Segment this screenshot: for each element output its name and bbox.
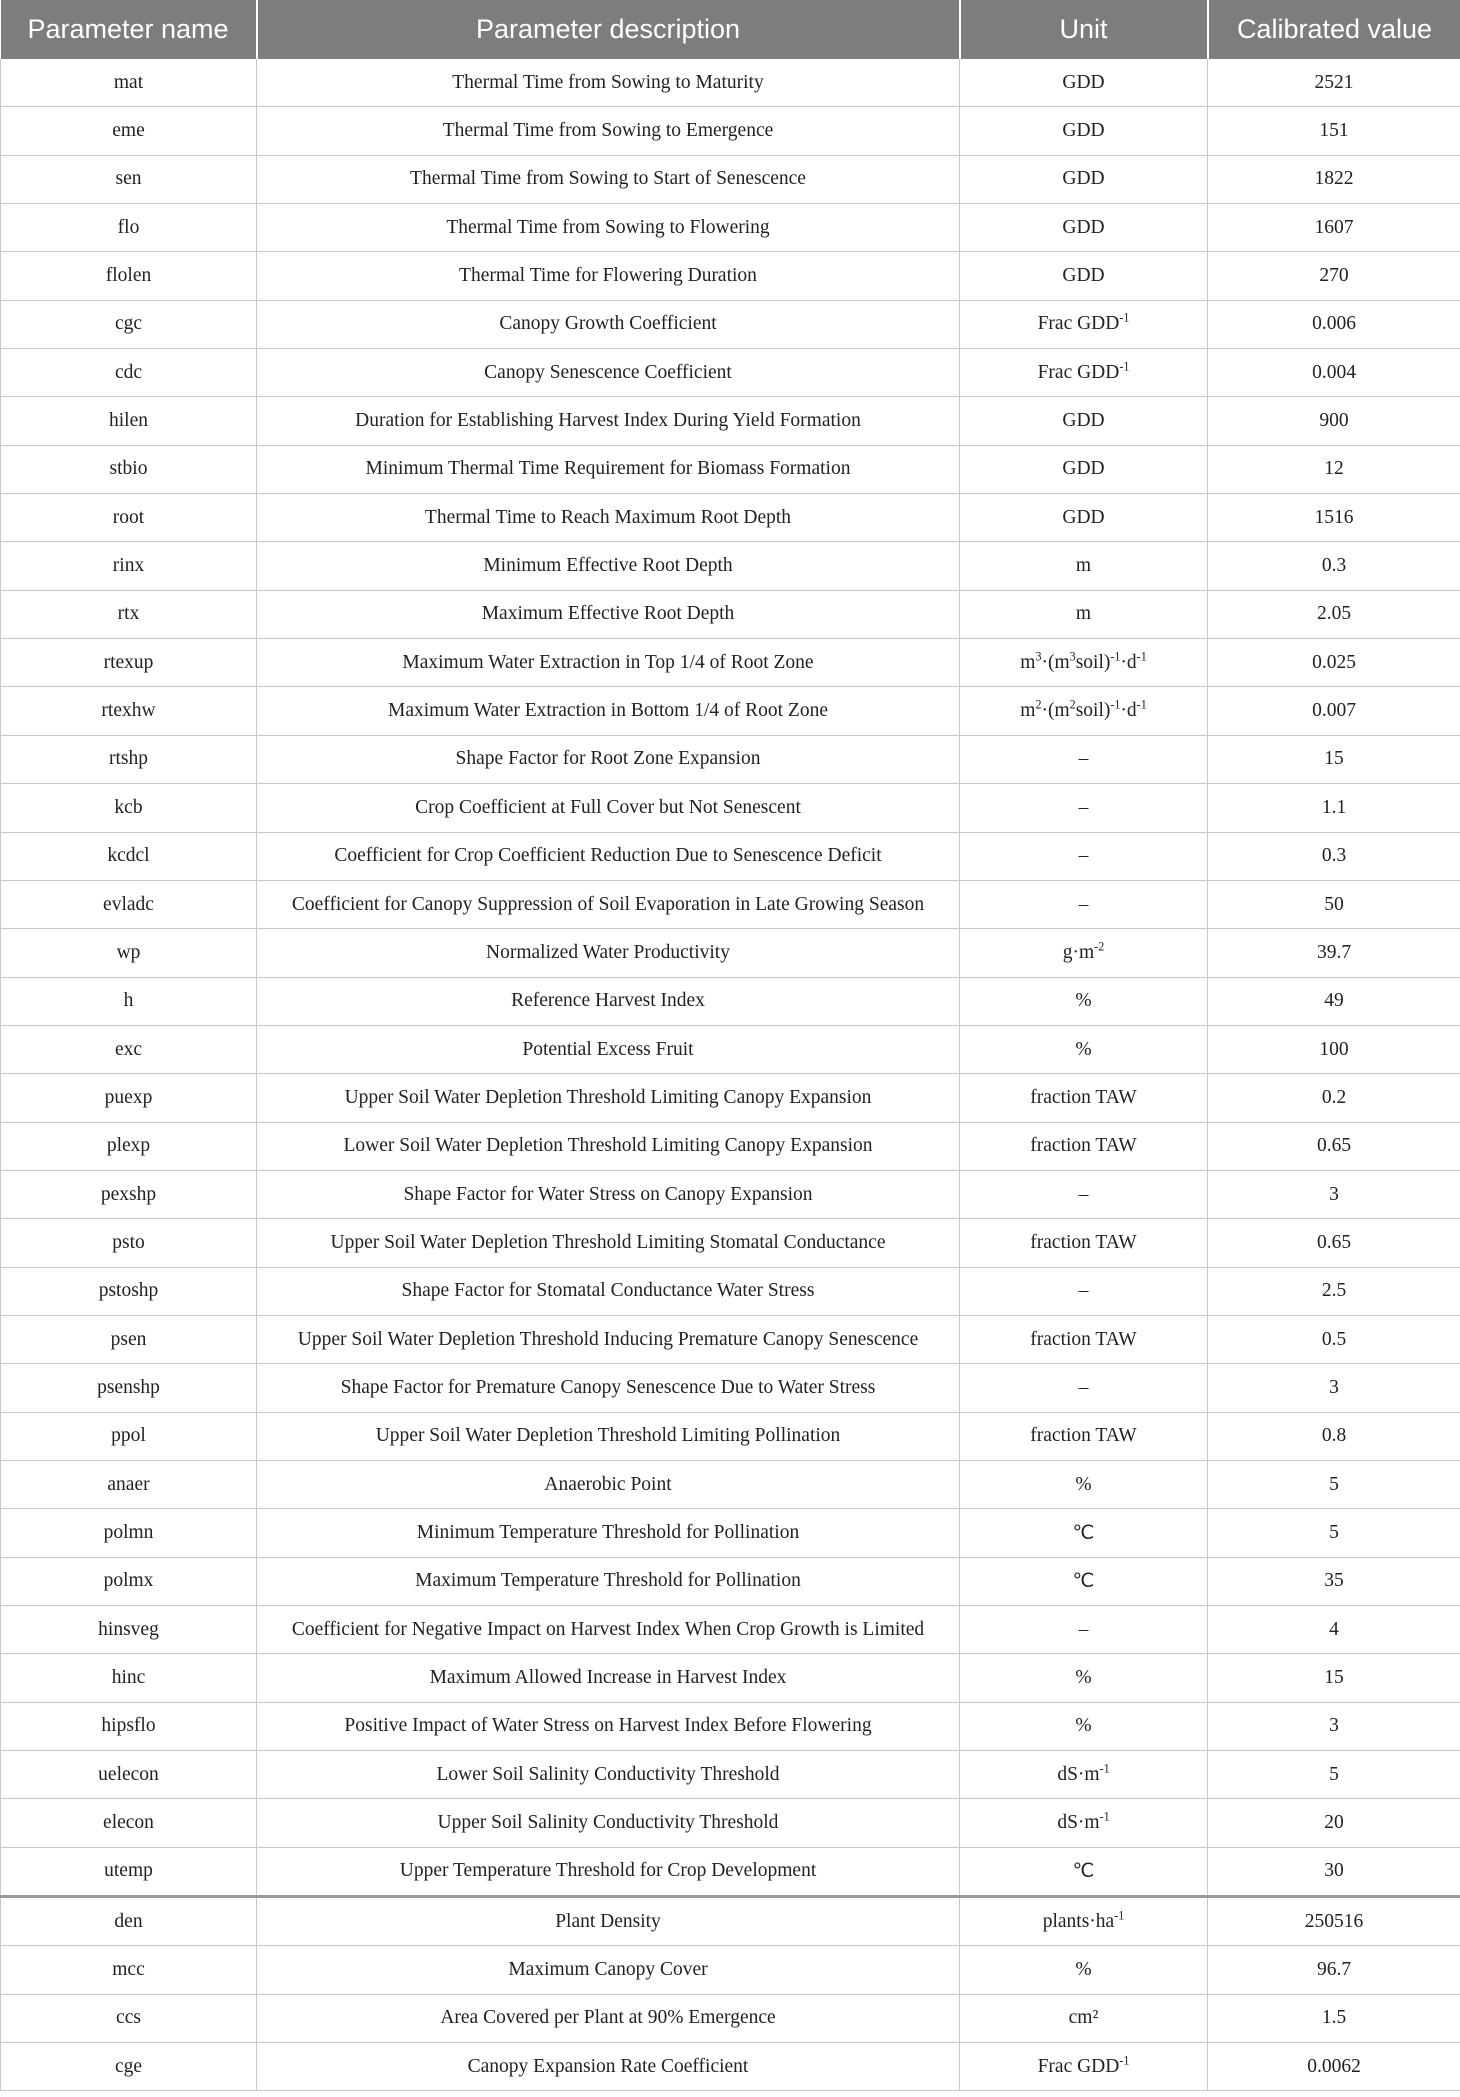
header-parameter-name: Parameter name (1, 0, 257, 59)
table-row (1, 397, 1460, 445)
parameter-description-cell: Anaerobic Point (257, 1460, 960, 1508)
calibrated-value-cell: 1516 (1208, 494, 1460, 542)
parameter-name-cell: anaer (1, 1460, 257, 1508)
parameter-name-cell: polmn (1, 1509, 257, 1557)
parameter-name-cell: hinc (1, 1654, 257, 1702)
unit-cell (960, 784, 1208, 832)
parameter-name-cell: hilen (1, 397, 257, 445)
parameter-name-cell: psto (1, 1219, 257, 1267)
unit-base: m (1075, 603, 1092, 625)
unit-cell (960, 107, 1208, 155)
parameter-name-cell: uelecon (1, 1751, 257, 1799)
unit-base: GDD (1062, 410, 1105, 432)
parameter-name-cell: puexp (1, 1074, 257, 1122)
unit-base: m (1020, 700, 1036, 722)
unit-base: plants·ha (1042, 1910, 1115, 1932)
parameter-description-cell: Potential Excess Fruit (257, 1025, 960, 1073)
parameter-name-cell: kcb (1, 784, 257, 832)
unit-base: ℃ (1072, 1571, 1095, 1593)
calibrated-value-cell: 3 (1208, 1702, 1460, 1750)
table-row (1, 542, 1460, 590)
unit-cell (960, 1847, 1208, 1896)
unit-base: – (1078, 1183, 1089, 1205)
parameter-description-cell: Shape Factor for Root Zone Expansion (257, 735, 960, 783)
table-row (1, 1994, 1460, 2042)
header-calibrated-value: Calibrated value (1208, 0, 1460, 59)
unit-base: – (1078, 796, 1089, 818)
unit-cell (960, 1364, 1208, 1412)
calibrated-value-cell: 2521 (1208, 59, 1460, 107)
parameter-description-cell: Coefficient for Negative Impact on Harvest Index When Crop Growth is Limited (257, 1606, 960, 1654)
unit-exponent: -1 (1099, 1809, 1110, 1824)
unit-base: GDD (1062, 506, 1105, 528)
calibrated-value-cell: 5 (1208, 1509, 1460, 1557)
table-row (1, 252, 1460, 300)
calibrated-value-cell: 1822 (1208, 155, 1460, 203)
unit-base: g·m (1062, 941, 1095, 963)
table-row (1, 1509, 1460, 1557)
calibrated-value-cell: 2.05 (1208, 590, 1460, 638)
unit-cell (960, 1074, 1208, 1122)
table-row (1, 929, 1460, 977)
parameter-name-cell: hipsflo (1, 1702, 257, 1750)
parameter-description-cell: Minimum Effective Root Depth (257, 542, 960, 590)
parameter-description-cell: Upper Soil Water Depletion Threshold Limiting Canopy Expansion (257, 1074, 960, 1122)
unit-base: – (1078, 1280, 1089, 1302)
unit-exponent: -1 (1119, 2053, 1130, 2068)
unit-base: % (1075, 1667, 1092, 1689)
unit-cell (960, 1219, 1208, 1267)
table-row (1, 1751, 1460, 1799)
unit-cell (960, 300, 1208, 348)
calibrated-value-cell: 250516 (1208, 1897, 1460, 1946)
unit-base: m (1075, 555, 1092, 577)
unit-base: soil) (1075, 651, 1111, 673)
table-row (1, 880, 1460, 928)
table-row (1, 300, 1460, 348)
calibrated-value-cell: 0.2 (1208, 1074, 1460, 1122)
parameter-description-cell: Thermal Time from Sowing to Flowering (257, 204, 960, 252)
unit-exponent: -1 (1136, 649, 1147, 664)
parameter-description-cell: Shape Factor for Premature Canopy Senescence Due to Water Stress (257, 1364, 960, 1412)
parameter-name-cell: elecon (1, 1799, 257, 1847)
unit-base: % (1075, 990, 1092, 1012)
parameter-description-cell: Duration for Establishing Harvest Index During Yield Formation (257, 397, 960, 445)
parameter-name-cell: polmx (1, 1557, 257, 1605)
table-row (1, 639, 1460, 687)
unit-base: Frac GDD (1037, 2055, 1120, 2077)
unit-cell (960, 349, 1208, 397)
parameter-description-cell: Thermal Time for Flowering Duration (257, 252, 960, 300)
calibrated-value-cell: 5 (1208, 1460, 1460, 1508)
parameter-description-cell: Shape Factor for Water Stress on Canopy Expansion (257, 1170, 960, 1218)
parameter-name-cell: rtshp (1, 735, 257, 783)
table-row (1, 1460, 1460, 1508)
parameter-name-cell: rtx (1, 590, 257, 638)
unit-cell (960, 1654, 1208, 1702)
parameter-name-cell: cgc (1, 300, 257, 348)
unit-exponent: -2 (1094, 939, 1105, 954)
unit-base: – (1078, 748, 1089, 770)
unit-base: dS·m (1057, 1812, 1100, 1834)
table-row (1, 204, 1460, 252)
unit-base: fraction TAW (1030, 1231, 1137, 1253)
unit-base: % (1075, 1473, 1092, 1495)
parameter-description-cell: Shape Factor for Stomatal Conductance Water Stress (257, 1267, 960, 1315)
parameter-description-cell: Maximum Water Extraction in Top 1/4 of Root Zone (257, 639, 960, 687)
calibrated-value-cell: 0.5 (1208, 1315, 1460, 1363)
unit-cell (960, 977, 1208, 1025)
calibrated-value-cell: 100 (1208, 1025, 1460, 1073)
table-row (1, 1557, 1460, 1605)
unit-cell (960, 590, 1208, 638)
parameter-name-cell: rtexhw (1, 687, 257, 735)
unit-exponent: 3 (1069, 649, 1076, 664)
calibrated-value-cell: 270 (1208, 252, 1460, 300)
unit-cell (960, 445, 1208, 493)
unit-exponent: 2 (1069, 697, 1076, 712)
unit-cell (960, 1025, 1208, 1073)
unit-base: % (1075, 1715, 1092, 1737)
unit-cell (960, 494, 1208, 542)
parameter-description-cell: Positive Impact of Water Stress on Harvest Index Before Flowering (257, 1702, 960, 1750)
unit-base: m (1020, 651, 1036, 673)
table-row (1, 1847, 1460, 1896)
unit-base: Frac GDD (1037, 361, 1120, 383)
unit-exponent: -1 (1110, 649, 1121, 664)
parameter-description-cell: Area Covered per Plant at 90% Emergence (257, 1994, 960, 2042)
unit-exponent: -1 (1119, 310, 1130, 325)
table-row (1, 445, 1460, 493)
parameter-description-cell: Canopy Expansion Rate Coefficient (257, 2043, 960, 2091)
calibrated-value-cell: 5 (1208, 1751, 1460, 1799)
calibrated-value-cell: 4 (1208, 1606, 1460, 1654)
unit-cell (960, 2043, 1208, 2091)
parameter-name-cell: kcdcl (1, 832, 257, 880)
unit-base: ℃ (1072, 1861, 1095, 1883)
calibrated-value-cell: 12 (1208, 445, 1460, 493)
unit-base: – (1078, 845, 1089, 867)
parameter-name-cell: sen (1, 155, 257, 203)
calibrated-value-cell: 15 (1208, 735, 1460, 783)
parameter-name-cell: eme (1, 107, 257, 155)
unit-cell (960, 1799, 1208, 1847)
parameter-name-cell: flo (1, 204, 257, 252)
calibrated-value-cell: 0.004 (1208, 349, 1460, 397)
calibrated-value-cell: 1607 (1208, 204, 1460, 252)
table-row (1, 832, 1460, 880)
unit-base: soil) (1075, 700, 1111, 722)
parameter-description-cell: Maximum Temperature Threshold for Pollination (257, 1557, 960, 1605)
unit-cell (960, 1702, 1208, 1750)
unit-base: – (1078, 1618, 1089, 1640)
table-row (1, 107, 1460, 155)
unit-cell (960, 880, 1208, 928)
unit-cell (960, 1267, 1208, 1315)
parameter-name-cell: flolen (1, 252, 257, 300)
parameter-name-cell: psen (1, 1315, 257, 1363)
parameter-description-cell: Canopy Growth Coefficient (257, 300, 960, 348)
parameter-description-cell: Maximum Water Extraction in Bottom 1/4 of Root Zone (257, 687, 960, 735)
unit-cell (960, 735, 1208, 783)
unit-exponent: 2 (1035, 697, 1042, 712)
parameter-name-cell: rtexup (1, 639, 257, 687)
parameter-description-cell: Upper Soil Water Depletion Threshold Inducing Premature Canopy Senescence (257, 1315, 960, 1363)
table-row (1, 977, 1460, 1025)
parameter-name-cell: plexp (1, 1122, 257, 1170)
table-row (1, 1897, 1460, 1946)
calibrated-value-cell: 0.0062 (1208, 2043, 1460, 2091)
calibrated-value-cell: 96.7 (1208, 1946, 1460, 1994)
unit-base: ·d (1120, 700, 1137, 722)
unit-base: cm² (1068, 2007, 1099, 2029)
table-body (1, 59, 1460, 2091)
parameter-description-cell: Canopy Senescence Coefficient (257, 349, 960, 397)
table-row (1, 1074, 1460, 1122)
table-row (1, 1219, 1460, 1267)
parameter-description-cell: Maximum Canopy Cover (257, 1946, 960, 1994)
parameter-description-cell: Plant Density (257, 1897, 960, 1946)
unit-cell (960, 1122, 1208, 1170)
calibrated-value-cell: 35 (1208, 1557, 1460, 1605)
parameter-name-cell: ppol (1, 1412, 257, 1460)
unit-base: ·d (1120, 651, 1137, 673)
parameter-name-cell: evladc (1, 880, 257, 928)
table-row (1, 2043, 1460, 2091)
unit-base: Frac GDD (1037, 313, 1120, 335)
parameter-name-cell: rinx (1, 542, 257, 590)
parameter-description-cell: Upper Temperature Threshold for Crop Development (257, 1847, 960, 1896)
unit-base: fraction TAW (1030, 1328, 1137, 1350)
calibrated-value-cell: 0.006 (1208, 300, 1460, 348)
parameter-description-cell: Crop Coefficient at Full Cover but Not Senescent (257, 784, 960, 832)
parameter-description-cell: Thermal Time to Reach Maximum Root Depth (257, 494, 960, 542)
calibrated-value-cell: 0.65 (1208, 1122, 1460, 1170)
table-row (1, 1122, 1460, 1170)
parameter-name-cell: stbio (1, 445, 257, 493)
unit-cell (960, 1557, 1208, 1605)
unit-cell (960, 59, 1208, 107)
parameter-name-cell: mcc (1, 1946, 257, 1994)
parameter-name-cell: mat (1, 59, 257, 107)
parameter-name-cell: ccs (1, 1994, 257, 2042)
calibrated-value-cell: 3 (1208, 1364, 1460, 1412)
unit-cell (960, 204, 1208, 252)
table-row (1, 1702, 1460, 1750)
parameter-name-cell: den (1, 1897, 257, 1946)
calibrated-value-cell: 151 (1208, 107, 1460, 155)
calibrated-value-cell: 20 (1208, 1799, 1460, 1847)
calibrated-value-cell: 1.1 (1208, 784, 1460, 832)
parameter-description-cell: Maximum Effective Root Depth (257, 590, 960, 638)
calibrated-value-cell: 1.5 (1208, 1994, 1460, 2042)
calibrated-value-cell: 0.3 (1208, 542, 1460, 590)
unit-cell (960, 155, 1208, 203)
unit-cell (960, 687, 1208, 735)
table-row (1, 1267, 1460, 1315)
calibrated-value-cell: 2.5 (1208, 1267, 1460, 1315)
parameter-name-cell: utemp (1, 1847, 257, 1896)
parameter-name-cell: psenshp (1, 1364, 257, 1412)
parameter-name-cell: cdc (1, 349, 257, 397)
parameter-description-cell: Minimum Thermal Time Requirement for Biomass Formation (257, 445, 960, 493)
calibrated-value-cell: 15 (1208, 1654, 1460, 1702)
unit-cell (960, 252, 1208, 300)
unit-base: % (1075, 1038, 1092, 1060)
parameter-description-cell: Reference Harvest Index (257, 977, 960, 1025)
parameter-name-cell: cge (1, 2043, 257, 2091)
unit-base: GDD (1062, 71, 1105, 93)
unit-base: fraction TAW (1030, 1086, 1137, 1108)
table-row (1, 1315, 1460, 1363)
unit-exponent: -1 (1110, 697, 1121, 712)
parameter-name-cell: pexshp (1, 1170, 257, 1218)
unit-base: GDD (1062, 265, 1105, 287)
calibrated-value-cell: 0.65 (1208, 1219, 1460, 1267)
parameter-description-cell: Upper Soil Water Depletion Threshold Limiting Stomatal Conductance (257, 1219, 960, 1267)
parameter-name-cell: h (1, 977, 257, 1025)
unit-cell (960, 929, 1208, 977)
unit-cell (960, 1897, 1208, 1946)
unit-cell (960, 397, 1208, 445)
table-row (1, 155, 1460, 203)
table-row (1, 1025, 1460, 1073)
table-row (1, 1364, 1460, 1412)
parameter-description-cell: Minimum Temperature Threshold for Pollination (257, 1509, 960, 1557)
parameter-name-cell: pstoshp (1, 1267, 257, 1315)
table-row (1, 1946, 1460, 1994)
calibrated-value-cell: 3 (1208, 1170, 1460, 1218)
table-row (1, 59, 1460, 107)
unit-base: GDD (1062, 168, 1105, 190)
calibrated-value-cell: 50 (1208, 880, 1460, 928)
table-header-row (1, 0, 1460, 59)
parameter-description-cell: Coefficient for Crop Coefficient Reduction Due to Senescence Deficit (257, 832, 960, 880)
calibrated-value-cell: 0.8 (1208, 1412, 1460, 1460)
calibrated-value-cell: 0.3 (1208, 832, 1460, 880)
unit-base: – (1078, 893, 1089, 915)
unit-cell (960, 1946, 1208, 1994)
parameter-name-cell: hinsveg (1, 1606, 257, 1654)
unit-cell (960, 639, 1208, 687)
unit-cell (960, 1412, 1208, 1460)
unit-cell (960, 1994, 1208, 2042)
unit-cell (960, 1509, 1208, 1557)
parameter-name-cell: exc (1, 1025, 257, 1073)
table-row (1, 1606, 1460, 1654)
header-parameter-description: Parameter description (257, 0, 960, 59)
table-row (1, 735, 1460, 783)
unit-exponent: -1 (1136, 697, 1147, 712)
unit-cell (960, 1460, 1208, 1508)
calibrated-value-cell: 900 (1208, 397, 1460, 445)
parameter-description-cell: Coefficient for Canopy Suppression of Soil Evaporation in Late Growing Season (257, 880, 960, 928)
calibrated-value-cell: 49 (1208, 977, 1460, 1025)
unit-cell (960, 542, 1208, 590)
parameter-name-cell: wp (1, 929, 257, 977)
table-row (1, 1170, 1460, 1218)
unit-base: dS·m (1057, 1763, 1100, 1785)
unit-base: ·(m (1041, 700, 1070, 722)
parameter-name-cell: root (1, 494, 257, 542)
parameter-description-cell: Normalized Water Productivity (257, 929, 960, 977)
parameter-description-cell: Thermal Time from Sowing to Emergence (257, 107, 960, 155)
unit-base: GDD (1062, 216, 1105, 238)
parameter-description-cell: Upper Soil Salinity Conductivity Threshold (257, 1799, 960, 1847)
parameter-description-cell: Thermal Time from Sowing to Start of Senescence (257, 155, 960, 203)
calibrated-value-cell: 39.7 (1208, 929, 1460, 977)
calibrated-value-cell: 0.007 (1208, 687, 1460, 735)
calibrated-value-cell: 0.025 (1208, 639, 1460, 687)
table-row (1, 590, 1460, 638)
unit-base: GDD (1062, 120, 1105, 142)
table-row (1, 494, 1460, 542)
parameter-description-cell: Upper Soil Water Depletion Threshold Limiting Pollination (257, 1412, 960, 1460)
parameter-description-cell: Thermal Time from Sowing to Maturity (257, 59, 960, 107)
table-row (1, 349, 1460, 397)
unit-cell (960, 1751, 1208, 1799)
unit-exponent: -1 (1119, 359, 1130, 374)
unit-base: ℃ (1072, 1522, 1095, 1544)
parameter-description-cell: Lower Soil Salinity Conductivity Threshold (257, 1751, 960, 1799)
unit-exponent: 3 (1035, 649, 1042, 664)
unit-cell (960, 1170, 1208, 1218)
unit-base: – (1078, 1376, 1089, 1398)
unit-base: ·(m (1041, 651, 1070, 673)
table-row (1, 1412, 1460, 1460)
unit-base: fraction TAW (1030, 1425, 1137, 1447)
unit-cell (960, 832, 1208, 880)
header-unit: Unit (960, 0, 1208, 59)
table-row (1, 1799, 1460, 1847)
table-row (1, 1654, 1460, 1702)
unit-base: fraction TAW (1030, 1135, 1137, 1157)
unit-base: % (1075, 1959, 1092, 1981)
unit-cell (960, 1606, 1208, 1654)
parameter-description-cell: Lower Soil Water Depletion Threshold Limiting Canopy Expansion (257, 1122, 960, 1170)
table-row (1, 687, 1460, 735)
table-row (1, 784, 1460, 832)
unit-exponent: -1 (1099, 1761, 1110, 1776)
parameter-description-cell: Maximum Allowed Increase in Harvest Index (257, 1654, 960, 1702)
unit-cell (960, 1315, 1208, 1363)
calibrated-value-cell: 30 (1208, 1847, 1460, 1896)
unit-exponent: -1 (1114, 1908, 1125, 1923)
unit-base: GDD (1062, 458, 1105, 480)
